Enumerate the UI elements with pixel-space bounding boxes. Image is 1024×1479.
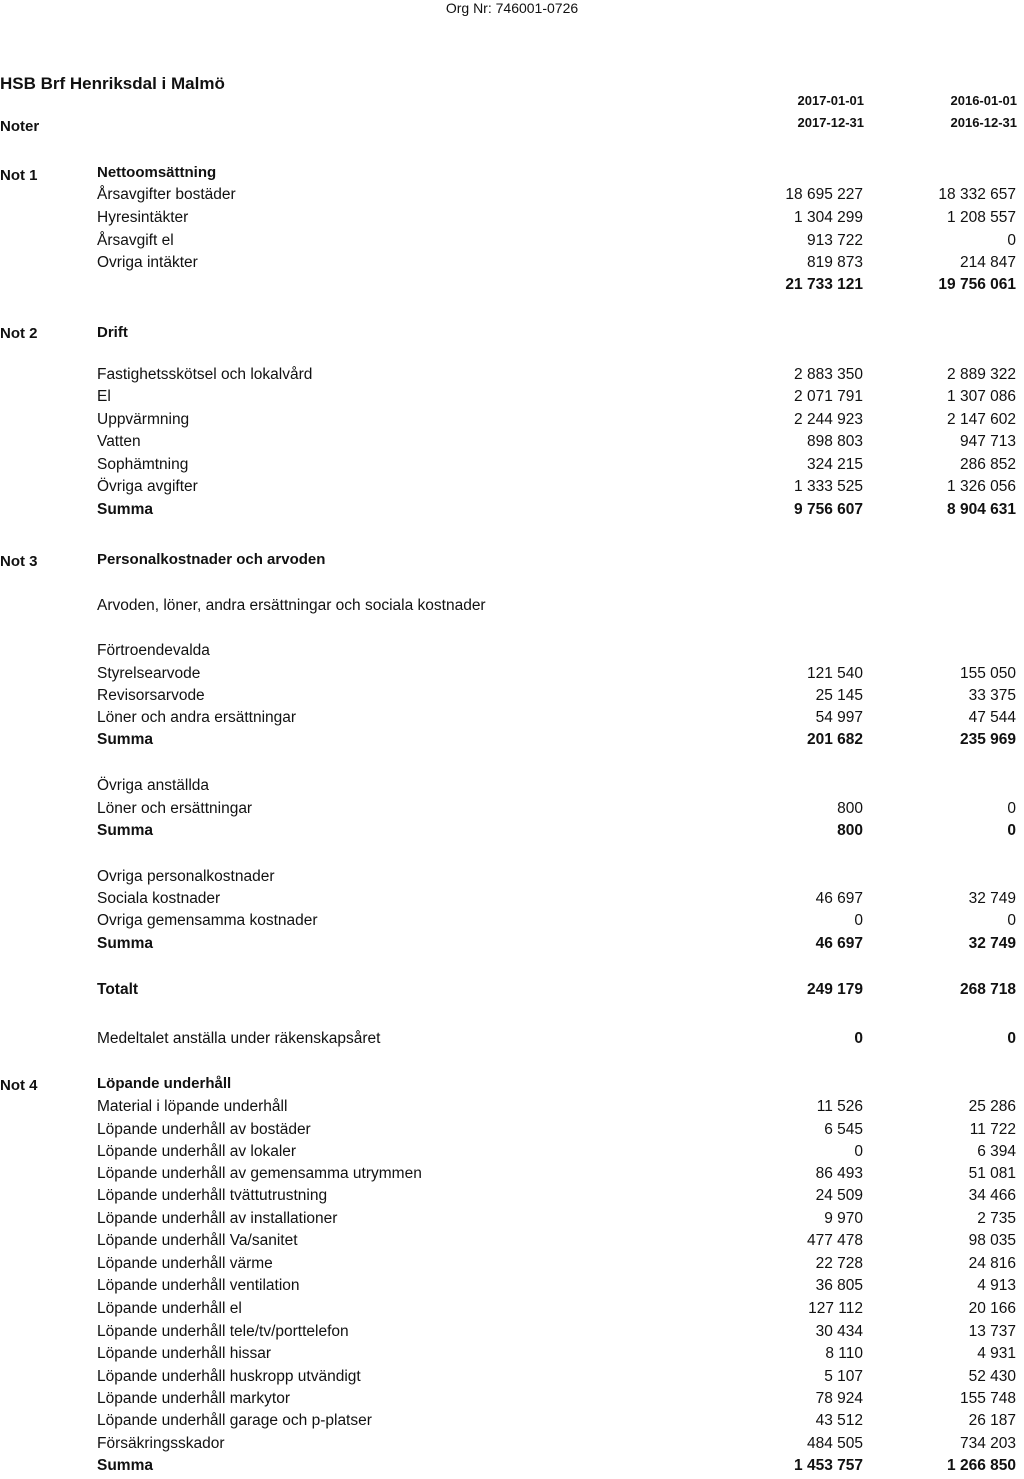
table-row bbox=[0, 868, 1024, 890]
value-2016: 947 713 bbox=[959, 433, 1016, 450]
row-label: Övriga avgifter bbox=[97, 478, 198, 495]
table-row bbox=[0, 1187, 1024, 1209]
row-label: Material i löpande underhåll bbox=[97, 1098, 288, 1115]
table-row bbox=[0, 1210, 1024, 1232]
value-2017: 484 505 bbox=[806, 1435, 863, 1452]
value-2017: 121 540 bbox=[806, 665, 863, 682]
table-row bbox=[0, 665, 1024, 687]
row-label: Hyresintäkter bbox=[97, 209, 189, 226]
row-label: Löpande underhåll tvättutrustning bbox=[97, 1187, 328, 1204]
value-2016: 11 722 bbox=[969, 1121, 1016, 1138]
value-2017: 46 697 bbox=[815, 890, 863, 907]
table-row bbox=[0, 411, 1024, 433]
table-row bbox=[0, 456, 1024, 478]
note-label-4: Not 4 bbox=[0, 1077, 38, 1094]
note-label-3: Not 3 bbox=[0, 553, 38, 570]
value-2017: 36 805 bbox=[815, 1277, 863, 1294]
section-heading-row bbox=[0, 551, 1024, 573]
row-label: Löpande underhåll av installationer bbox=[97, 1210, 338, 1227]
value-2017: 43 512 bbox=[815, 1412, 863, 1429]
row-label: Löpande underhåll garage och p-platser bbox=[97, 1412, 372, 1429]
table-row bbox=[0, 1143, 1024, 1165]
value-2017: 800 bbox=[837, 800, 863, 817]
row-label: Uppvärmning bbox=[97, 411, 190, 428]
value-2016: 1 266 850 bbox=[947, 1457, 1016, 1474]
section-heading-row bbox=[0, 164, 1024, 186]
value-2016: 2 889 322 bbox=[947, 366, 1016, 383]
table-row bbox=[0, 232, 1024, 254]
value-2017: 2 244 923 bbox=[794, 411, 863, 428]
row-label: Försäkringsskador bbox=[97, 1435, 225, 1452]
table-row bbox=[0, 1030, 1024, 1052]
value-2017: 18 695 227 bbox=[785, 186, 863, 203]
value-2017: 30 434 bbox=[815, 1323, 863, 1340]
row-label: Summa bbox=[97, 822, 153, 839]
row-label: Löpande underhåll värme bbox=[97, 1255, 273, 1272]
table-row bbox=[0, 1412, 1024, 1434]
value-2016: 2 147 602 bbox=[947, 411, 1016, 428]
value-2016: 34 466 bbox=[968, 1187, 1016, 1204]
value-2016: 33 375 bbox=[968, 687, 1016, 704]
period-col1-from: 2017-01-01 bbox=[797, 93, 864, 108]
table-row bbox=[0, 1390, 1024, 1412]
value-2016: 8 904 631 bbox=[947, 501, 1016, 518]
row-label: Löpande underhåll av gemensamma utrymmen bbox=[97, 1165, 422, 1182]
row-label: Löpande underhåll hissar bbox=[97, 1345, 272, 1362]
row-label: Förtroendevalda bbox=[97, 642, 210, 659]
value-2016: 19 756 061 bbox=[938, 276, 1016, 293]
value-2017: 800 bbox=[837, 822, 863, 839]
row-label: Löpande underhåll huskropp utvändigt bbox=[97, 1368, 361, 1385]
value-2016: 0 bbox=[1007, 912, 1016, 929]
row-label: Summa bbox=[97, 731, 153, 748]
noter-header: Noter bbox=[0, 118, 40, 135]
value-2017: 9 970 bbox=[824, 1210, 863, 1227]
value-2017: 913 722 bbox=[806, 232, 863, 249]
table-row bbox=[0, 1232, 1024, 1254]
value-2016: 0 bbox=[1007, 1030, 1016, 1047]
value-2016: 4 931 bbox=[977, 1345, 1016, 1362]
row-label: El bbox=[97, 388, 111, 405]
value-2016: 1 326 056 bbox=[947, 478, 1016, 495]
value-2017: 54 997 bbox=[815, 709, 863, 726]
table-row bbox=[0, 209, 1024, 231]
row-label: Löpande underhåll markytor bbox=[97, 1390, 291, 1407]
table-row bbox=[0, 912, 1024, 934]
table-row bbox=[0, 981, 1024, 1003]
table-row bbox=[0, 800, 1024, 822]
table-row bbox=[0, 1165, 1024, 1187]
value-2016: 0 bbox=[1007, 800, 1016, 817]
value-2016: 1 307 086 bbox=[947, 388, 1016, 405]
period-col2-to: 2016-12-31 bbox=[950, 115, 1017, 130]
document-title: HSB Brf Henriksdal i Malmö bbox=[0, 74, 225, 93]
table-row bbox=[0, 478, 1024, 500]
value-2017: 9 756 607 bbox=[794, 501, 863, 518]
value-2017: 2 883 350 bbox=[794, 366, 863, 383]
row-label: Summa bbox=[97, 935, 153, 952]
value-2016: 26 187 bbox=[968, 1412, 1016, 1429]
row-label: Löpande underhåll el bbox=[97, 1300, 242, 1317]
row-label: Löpande underhåll av bostäder bbox=[97, 1121, 311, 1138]
value-2016: 18 332 657 bbox=[938, 186, 1016, 203]
value-2016: 155 050 bbox=[959, 665, 1016, 682]
row-label: Totalt bbox=[97, 981, 139, 998]
section-heading-row bbox=[0, 324, 1024, 346]
row-label: Årsavgift el bbox=[97, 232, 174, 249]
table-row bbox=[0, 777, 1024, 799]
note-label-2: Not 2 bbox=[0, 325, 38, 342]
table-row bbox=[0, 1255, 1024, 1277]
row-label: Sophämtning bbox=[97, 456, 189, 473]
value-2017: 11 526 bbox=[816, 1098, 863, 1115]
value-2016: 734 203 bbox=[959, 1435, 1016, 1452]
value-2017: 78 924 bbox=[815, 1390, 863, 1407]
table-row bbox=[0, 642, 1024, 664]
value-2017: 46 697 bbox=[815, 935, 863, 952]
value-2017: 324 215 bbox=[806, 456, 863, 473]
value-2017: 8 110 bbox=[825, 1345, 863, 1362]
value-2017: 21 733 121 bbox=[785, 276, 863, 293]
row-label: Löner och andra ersättningar bbox=[97, 709, 297, 726]
section-heading: Nettoomsättning bbox=[97, 164, 217, 181]
table-row bbox=[0, 890, 1024, 912]
value-2017: 1 453 757 bbox=[794, 1457, 863, 1474]
row-label: Sociala kostnader bbox=[97, 890, 221, 907]
org-number: Org Nr: 746001-0726 bbox=[445, 0, 579, 16]
value-2016: 268 718 bbox=[959, 981, 1016, 998]
value-2017: 898 803 bbox=[806, 433, 863, 450]
row-label: Ovriga gemensamma kostnader bbox=[97, 912, 318, 929]
value-2017: 86 493 bbox=[815, 1165, 863, 1182]
value-2017: 6 545 bbox=[824, 1121, 863, 1138]
value-2016: 32 749 bbox=[968, 935, 1016, 952]
value-2017: 201 682 bbox=[806, 731, 863, 748]
value-2017: 0 bbox=[854, 912, 863, 929]
value-2016: 0 bbox=[1007, 822, 1016, 839]
section-heading: Löpande underhåll bbox=[97, 1075, 232, 1092]
table-row bbox=[0, 687, 1024, 709]
row-label: Övriga anställda bbox=[97, 777, 210, 794]
value-2016: 98 035 bbox=[968, 1232, 1016, 1249]
table-row bbox=[0, 388, 1024, 410]
period-col2-from: 2016-01-01 bbox=[950, 93, 1017, 108]
table-row bbox=[0, 1323, 1024, 1345]
table-row bbox=[0, 935, 1024, 957]
value-2016: 51 081 bbox=[968, 1165, 1016, 1182]
value-2017: 5 107 bbox=[824, 1368, 863, 1385]
value-2017: 25 145 bbox=[815, 687, 863, 704]
value-2016: 52 430 bbox=[968, 1368, 1016, 1385]
table-row bbox=[0, 501, 1024, 523]
row-label: Summa bbox=[97, 1457, 153, 1474]
value-2016: 214 847 bbox=[959, 254, 1016, 271]
row-label: Årsavgifter bostäder bbox=[97, 186, 236, 203]
row-label: Löpande underhåll tele/tv/porttelefon bbox=[97, 1323, 349, 1340]
table-row bbox=[0, 709, 1024, 731]
value-2016: 32 749 bbox=[968, 890, 1016, 907]
value-2016: 4 913 bbox=[977, 1277, 1016, 1294]
value-2017: 22 728 bbox=[815, 1255, 863, 1272]
table-row bbox=[0, 1368, 1024, 1390]
row-label: Arvoden, löner, andra ersättningar och sociala kostnader bbox=[97, 597, 486, 614]
row-label: Revisorsarvode bbox=[97, 687, 205, 704]
table-row bbox=[0, 366, 1024, 388]
value-2016: 47 544 bbox=[968, 709, 1016, 726]
table-row bbox=[0, 1435, 1024, 1457]
value-2017: 1 304 299 bbox=[794, 209, 863, 226]
table-row bbox=[0, 254, 1024, 276]
value-2016: 286 852 bbox=[959, 456, 1016, 473]
table-row bbox=[0, 1345, 1024, 1367]
value-2017: 249 179 bbox=[806, 981, 863, 998]
value-2017: 0 bbox=[854, 1030, 863, 1047]
table-row bbox=[0, 731, 1024, 753]
value-2016: 24 816 bbox=[968, 1255, 1016, 1272]
table-row bbox=[0, 822, 1024, 844]
table-row bbox=[0, 1457, 1024, 1479]
value-2017: 2 071 791 bbox=[794, 388, 863, 405]
value-2017: 0 bbox=[854, 1143, 863, 1160]
value-2016: 235 969 bbox=[959, 731, 1016, 748]
section-heading: Personalkostnader och arvoden bbox=[97, 551, 326, 568]
value-2017: 127 112 bbox=[808, 1300, 863, 1317]
table-row bbox=[0, 1300, 1024, 1322]
period-col1-to: 2017-12-31 bbox=[797, 115, 864, 130]
value-2017: 477 478 bbox=[806, 1232, 863, 1249]
table-row bbox=[0, 1098, 1024, 1120]
table-row bbox=[0, 276, 1024, 298]
row-label: Ovriga intäkter bbox=[97, 254, 198, 271]
value-2017: 1 333 525 bbox=[794, 478, 863, 495]
value-2017: 24 509 bbox=[815, 1187, 863, 1204]
row-label: Löpande underhåll Va/sanitet bbox=[97, 1232, 298, 1249]
table-row bbox=[0, 1277, 1024, 1299]
row-label: Löpande underhåll ventilation bbox=[97, 1277, 300, 1294]
table-row bbox=[0, 597, 1024, 619]
table-row bbox=[0, 186, 1024, 208]
row-label: Vatten bbox=[97, 433, 141, 450]
value-2016: 25 286 bbox=[968, 1098, 1016, 1115]
table-row bbox=[0, 433, 1024, 455]
row-label: Löner och ersättningar bbox=[97, 800, 253, 817]
value-2016: 2 735 bbox=[977, 1210, 1016, 1227]
row-label: Ovriga personalkostnader bbox=[97, 868, 275, 885]
section-heading: Drift bbox=[97, 324, 128, 341]
row-label: Summa bbox=[97, 501, 153, 518]
row-label: Medeltalet anställa under räkenskapsåret bbox=[97, 1030, 381, 1047]
note-label-1: Not 1 bbox=[0, 167, 38, 184]
row-label: Löpande underhåll av lokaler bbox=[97, 1143, 297, 1160]
row-label: Fastighetsskötsel och lokalvård bbox=[97, 366, 313, 383]
value-2016: 13 737 bbox=[968, 1323, 1016, 1340]
row-label: Styrelsearvode bbox=[97, 665, 201, 682]
value-2017: 819 873 bbox=[806, 254, 863, 271]
value-2016: 0 bbox=[1007, 232, 1016, 249]
value-2016: 6 394 bbox=[977, 1143, 1016, 1160]
section-heading-row bbox=[0, 1075, 1024, 1097]
value-2016: 20 166 bbox=[968, 1300, 1016, 1317]
value-2016: 1 208 557 bbox=[947, 209, 1016, 226]
value-2016: 155 748 bbox=[959, 1390, 1016, 1407]
table-row bbox=[0, 1121, 1024, 1143]
